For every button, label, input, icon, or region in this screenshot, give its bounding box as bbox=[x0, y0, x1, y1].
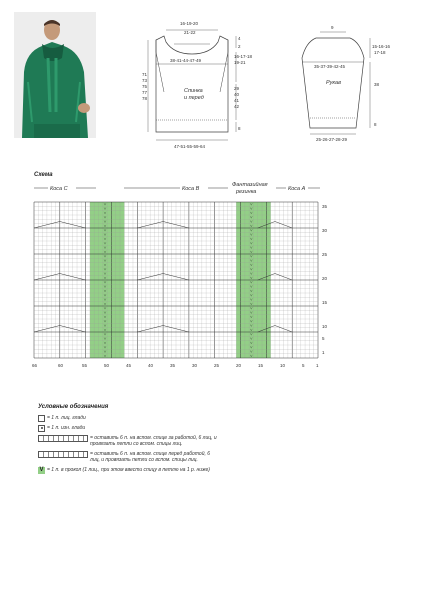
sleeve-rib-height: 8 bbox=[374, 122, 377, 127]
body-armhole-depth-2: 19-21 bbox=[234, 60, 246, 65]
body-total-height-2: 75 bbox=[142, 84, 148, 89]
body-side-height-3: 42 bbox=[234, 104, 240, 109]
row-label-20: 20 bbox=[322, 276, 328, 281]
sleeve-cap-heights-2: 17-18 bbox=[374, 50, 386, 55]
legend-text: = оставить 6 п. на вспом. спице за работой, 6 лиц, и провязать петли со вспом. спицы лиц. bbox=[90, 434, 217, 447]
col-label-50: 50 bbox=[104, 363, 110, 368]
legend-text: = 1 п. изн. глади bbox=[47, 424, 86, 431]
body-side-height-1: 40 bbox=[234, 92, 240, 97]
col-label-40: 40 bbox=[148, 363, 154, 368]
sleeve-top-width: 9 bbox=[331, 25, 334, 30]
row-label-15: 15 bbox=[322, 300, 328, 305]
section-headers bbox=[34, 181, 320, 195]
col-label-15: 15 bbox=[258, 363, 264, 368]
column-labels bbox=[32, 363, 319, 368]
legend-text: = 1 п. в прокол (1 лиц., при этом ввести спицу в петлю на 1 р. ниже) bbox=[47, 466, 210, 473]
sleeve-upper-width: 35-37-39-42-45 bbox=[314, 64, 346, 69]
legend-item bbox=[38, 451, 218, 464]
col-label-55: 55 bbox=[82, 363, 88, 368]
dot-square-icon bbox=[38, 425, 45, 432]
row-label-35: 35 bbox=[322, 204, 328, 209]
legend-title: Условные обозначения bbox=[38, 404, 109, 410]
col-label-30: 30 bbox=[192, 363, 198, 368]
col-label-5: 5 bbox=[302, 363, 305, 368]
body-total-height-4: 78 bbox=[142, 96, 148, 101]
chart-grid bbox=[34, 202, 318, 358]
body-top-width: 16-19-20 bbox=[180, 21, 199, 26]
body-total-height-1: 73 bbox=[142, 78, 148, 83]
col-label-10: 10 bbox=[280, 363, 286, 368]
legend-item bbox=[38, 415, 218, 422]
body-side-height-0: 29 bbox=[234, 86, 240, 91]
sleeve-cap-heights: 15-16-16 bbox=[372, 44, 391, 49]
row-label-30: 30 bbox=[322, 228, 328, 233]
section-cable-b: Коса B bbox=[182, 186, 200, 192]
cable-left-icon bbox=[38, 451, 88, 458]
body-total-height-0: 71 bbox=[142, 72, 148, 77]
body-armhole-depth: 16-17-18 bbox=[234, 54, 253, 59]
col-label-25: 25 bbox=[214, 363, 220, 368]
body-bottom-width: 47-51-55-59-64 bbox=[174, 144, 206, 149]
row-label-1: 1 bbox=[322, 350, 325, 355]
knitting-chart bbox=[30, 178, 330, 373]
col-label-35: 35 bbox=[170, 363, 176, 368]
row-label-25: 25 bbox=[322, 252, 328, 257]
legend bbox=[38, 404, 218, 477]
cable-right-icon bbox=[38, 435, 88, 442]
body-neck-width: 21-22 bbox=[184, 30, 196, 35]
body-schematic bbox=[142, 21, 253, 149]
row-label-10: 10 bbox=[322, 324, 328, 329]
sweater-photo-icon bbox=[14, 12, 96, 138]
legend-text: = оставить 6 п. на вспом. спице перед работой, 6 лиц, и провязать петли со вспом. спицы лиц. bbox=[90, 450, 211, 463]
col-label-66: 66 bbox=[32, 363, 38, 368]
body-label-2: и перед bbox=[184, 95, 204, 101]
body-side-height-2: 41 bbox=[234, 98, 240, 103]
body-neck-drop: 2 bbox=[238, 44, 241, 49]
legend-item bbox=[38, 435, 218, 448]
body-shoulder-depth: 4 bbox=[238, 36, 241, 41]
col-label-60: 60 bbox=[58, 363, 64, 368]
section-rib-line1: Фантазийная bbox=[232, 182, 268, 188]
body-chest-width: 38-41-44-47-49 bbox=[170, 58, 202, 63]
row-label-5: 5 bbox=[322, 336, 325, 341]
sleeve-schematic bbox=[302, 25, 391, 142]
section-cable-c: Коса C bbox=[50, 186, 68, 192]
v-stitch-icon: V bbox=[39, 466, 44, 473]
garment-schematic bbox=[130, 12, 430, 160]
model-photo bbox=[14, 12, 96, 138]
chart-title: Схема bbox=[34, 172, 53, 178]
col-label-20: 20 bbox=[236, 363, 242, 368]
legend-item bbox=[38, 425, 218, 432]
legend-text: = 1 п. лиц. глади bbox=[47, 414, 86, 421]
legend-item bbox=[38, 467, 218, 474]
row-labels bbox=[322, 204, 328, 355]
body-rib-height: 8 bbox=[238, 126, 241, 131]
section-cable-a: Коса A bbox=[288, 186, 306, 192]
sleeve-length: 38 bbox=[374, 82, 380, 87]
sleeve-cuff-width: 25-26-27-28-29 bbox=[316, 137, 348, 142]
empty-square-icon bbox=[38, 415, 45, 422]
body-label-1: Спинка bbox=[184, 88, 203, 94]
col-label-45: 45 bbox=[126, 363, 132, 368]
body-total-height-3: 77 bbox=[142, 90, 148, 95]
col-label-1: 1 bbox=[316, 363, 319, 368]
sleeve-label: Рукав bbox=[326, 80, 341, 86]
section-rib-line2: резинка bbox=[236, 189, 257, 195]
